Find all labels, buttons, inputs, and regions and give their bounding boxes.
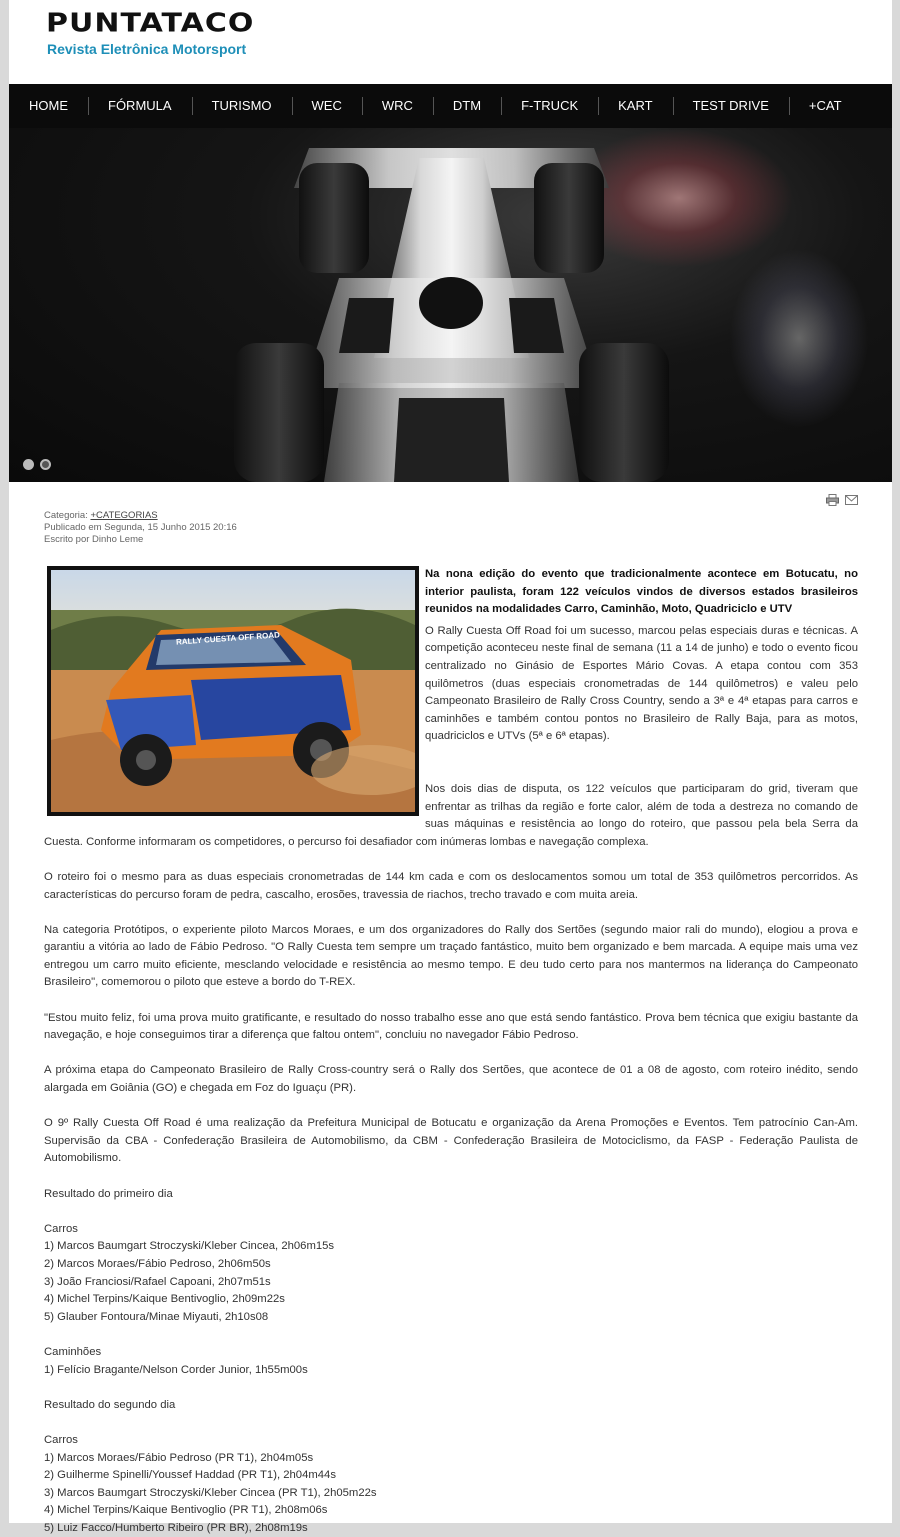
nav-item-f-truck[interactable]: F-TRUCK (501, 84, 598, 128)
list-item: 3) João Franciosi/Rafael Capoani, 2h07m51s (44, 1274, 858, 1292)
list-item: 5) Glauber Fontoura/Minae Miyauti, 2h10s08 (44, 1309, 858, 1327)
article-paragraph-4: Na categoria Protótipos, o experiente piloto Marcos Moraes, e um dos organizadores do Rally dos Sertões (segundo maior rali do mundo), elogiou a prova e garantiu a vitória ao lado de Fábio Pedroso. "O Rally Cuesta tem sempre um traçado fantástico, muito bem organizado e bem marcada. A equipe mais uma vez entregou um carro muito eficiente, mesclando velocidade e resistência ao mesmo tempo. E deu tudo certo para nos mantermos na liderança do Campeonato Brasileiro", comemorou o piloto que esteve a bordo do T-REX. (44, 922, 858, 992)
category-label: Categoria: (44, 510, 88, 521)
article-container (44, 490, 858, 1537)
day2-results-title: Resultado do segundo dia (44, 1397, 858, 1415)
site-header (9, 0, 892, 84)
day1-trucks-list (44, 1362, 858, 1380)
category-link[interactable]: +CATEGORIAS (90, 510, 157, 521)
hero-banner[interactable] (9, 128, 892, 482)
day1-trucks-title: Caminhões (44, 1344, 858, 1362)
nav-item-wec[interactable]: WEC (292, 84, 362, 128)
email-icon[interactable] (845, 494, 858, 506)
slider-dots (23, 459, 51, 470)
article-category (44, 510, 858, 522)
day1-results-title: Resultado do primeiro dia (44, 1186, 858, 1204)
nav-item-dtm[interactable]: DTM (433, 84, 501, 128)
list-item: 2) Guilherme Spinelli/Youssef Haddad (PR T1), 2h04m44s (44, 1467, 858, 1485)
list-item: 1) Marcos Baumgart Stroczyski/Kleber Cincea, 2h06m15s (44, 1238, 858, 1256)
published-date: Publicado em Segunda, 15 Junho 2015 20:16 (44, 522, 858, 534)
article-paragraph-3: O roteiro foi o mesmo para as duas especiais cronometradas de 144 km cada e com os deslocamentos somou um total de 353 quilômetros percorridos. As características do percurso foram de pedra, cascalho, erosões, travessia de riachos, trecho travado e com muita areia. (44, 869, 858, 904)
article-meta (44, 510, 858, 546)
car-banner-text: RALLY CUESTA OFF ROAD (176, 626, 281, 651)
article-paragraph-1: O Rally Cuesta Off Road foi um sucesso, marcou pelas especiais duras e técnicas. A competição aconteceu neste final de semana (11 a 14 de junho) e todo o evento ficou centralizado no Ginásio de Esportes Mário Covas. A etapa contou com 353 quilômetros (duas especiais cronometradas de 144 quilômetros) e valeu pelo Campeonato Brasileiro de Rally Cross Country, sendo a 3ª e 4ª etapas para carros e caminhões e também contou pontos no Brasileiro de Rally Baja, para as motos, quadriciclos e UTVs (5ª e 6ª etapas). (44, 623, 858, 746)
list-item: 5) Luiz Facco/Humberto Ribeiro (PR BR), 2h08m19s (44, 1520, 858, 1537)
article-paragraph-5: "Estou muito feliz, foi uma prova muito gratificante, e resultado do nosso trabalho esse ano que está sendo fantástico. Prova bem técnica que exigiu bastante da navegação, e hoje conseguimos tirar a diferença que faltou ontem", concluiu no navegador Fábio Pedroso. (44, 1010, 858, 1045)
article-paragraph-6: A próxima etapa do Campeonato Brasileiro de Rally Cross-country será o Rally dos Sertões, que acontece de 01 a 08 de agosto, com roteiro inédito, sendo alargada em Goiânia (GO) e chegada em Foz do Iguaçu (PR). (44, 1062, 858, 1097)
list-item: 4) Michel Terpins/Kaique Bentivoglio (PR T1), 2h08m06s (44, 1502, 858, 1520)
list-item: 3) Marcos Baumgart Stroczyski/Kleber Cincea (PR T1), 2h05m22s (44, 1485, 858, 1503)
nav-item-home[interactable]: HOME (9, 84, 88, 128)
nav-item-kart[interactable]: KART (598, 84, 672, 128)
slider-dot-1[interactable] (23, 459, 34, 470)
nav-item-test-drive[interactable]: TEST DRIVE (673, 84, 789, 128)
article-paragraph-2: Nos dois dias de disputa, os 122 veículos que participaram do grid, tiveram que enfrentar as trilhas da região e forte calor, além de toda a destreza no comando de suas máquinas e resistência ao longo do roteiro, que passou pela bela Serra da Cuesta. Conforme informaram os competidores, o percurso foi desafiador com inúmeras lombas e navegação complexa. (44, 781, 858, 851)
list-item: 2) Marcos Moraes/Fábio Pedroso, 2h06m50s (44, 1256, 858, 1274)
article-author: Escrito por Dinho Leme (44, 534, 858, 546)
nav-item-turismo[interactable]: TURISMO (192, 84, 292, 128)
article-body (44, 566, 858, 1537)
slider-dot-2[interactable] (40, 459, 51, 470)
main-nav (9, 84, 892, 128)
formula-car-image (9, 128, 892, 482)
day1-cars-title: Carros (44, 1221, 858, 1239)
page (9, 0, 892, 1523)
nav-item-formula[interactable]: FÓRMULA (88, 84, 192, 128)
list-item: 1) Marcos Moraes/Fábio Pedroso (PR T1), 2h04m05s (44, 1450, 858, 1468)
print-icon[interactable] (826, 494, 839, 506)
day1-cars-list (44, 1238, 858, 1326)
rally-car-photo (47, 566, 419, 816)
day2-cars-list (44, 1450, 858, 1537)
list-item: 1) Felício Bragante/Nelson Corder Junior, 1h55m00s (44, 1362, 858, 1380)
site-logo[interactable]: PUNTATACO (46, 10, 254, 37)
site-tagline: Revista Eletrônica Motorsport (47, 41, 246, 57)
article-paragraph-7: O 9º Rally Cuesta Off Road é uma realização da Prefeitura Municipal de Botucatu e organização da Arena Promoções e Eventos. Tem patrocínio Can-Am. Supervisão da CBA - Confederação Brasileira de Automobilismo, da CBM - Confederação Brasileira de Motociclismo, da FASP - Federação Paulista de Automobilismo. (44, 1115, 858, 1168)
nav-item-more-categories[interactable]: +CAT (789, 84, 862, 128)
article-tools (826, 494, 858, 506)
list-item: 4) Michel Terpins/Kaique Bentivoglio, 2h09m22s (44, 1291, 858, 1309)
day2-cars-title: Carros (44, 1432, 858, 1450)
nav-item-wrc[interactable]: WRC (362, 84, 433, 128)
article-lead: Na nona edição do evento que tradicionalmente acontece em Botucatu, no interior paulista, foram 122 veículos vindos de diversos estados brasileiros reunidos na modalidades Carro, Caminhão, Moto, Quadriciclo e UTV (44, 566, 858, 619)
